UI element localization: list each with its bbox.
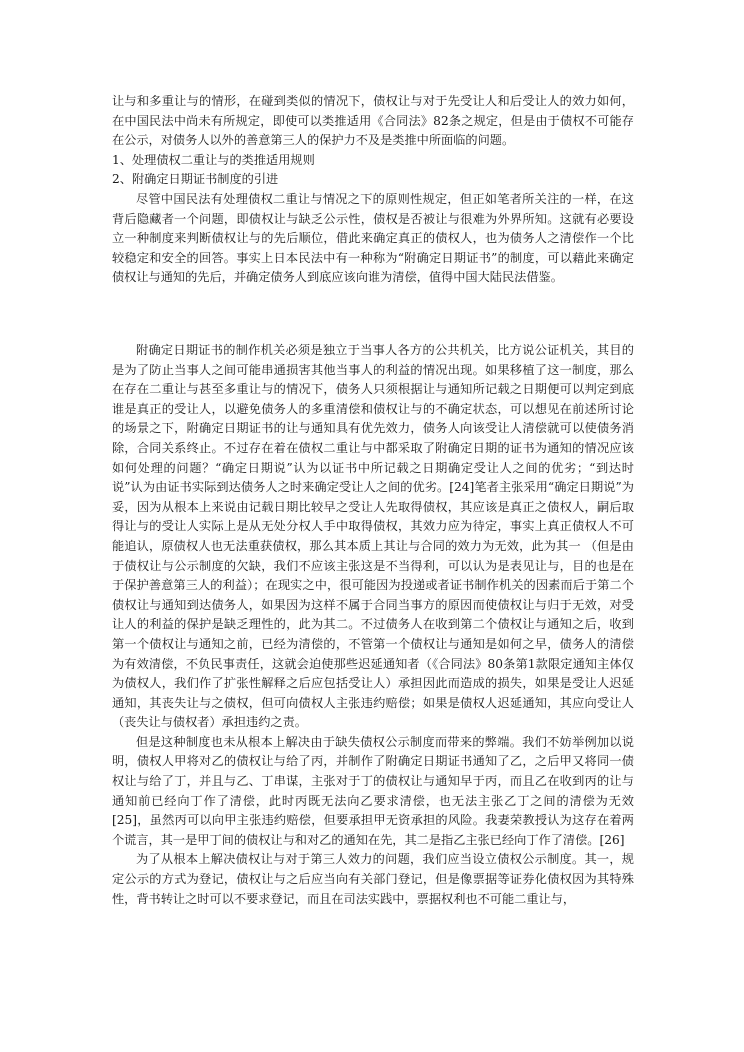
paragraph-example: 但是这种制度也未从根本上解决由于缺失债权公示制度而带来的弊端。我们不妨举例加以说明，债权人甲将对乙的债权让与给了丙，并制作了附确定日期证书通知了乙，之后甲又将同一债权让与给了丁，并且与乙、丁串谋，主张对于丁的债权让与通知早于丙，而且乙在收到丙的让与通知前已经向丁作了清偿，此时丙既无法向乙要求清偿，也无法主张乙丁之间的清偿为无效[25]，虽然丙可以向甲主张违约赔偿，但要承担甲无资承担的风险。我妻荣教授认为这存在着两个谎言，其一是甲丁间的债权让与和对乙的通知在先，其二是指乙主张已经向丁作了清偿。[26]: [112, 734, 634, 847]
text-section-top: [112, 92, 634, 288]
paragraph-intro: 让与和多重让与的情形，在碰到类似的情况下，债权让与对于先受让人和后受让人的效力如何，在中国民法中尚未有所规定，即使可以类推适用《合同法》82条之规定，但是由于债权不可能存在公示，对债务人以外的善意第三人的保护力不及是类推中所面临的问题。: [112, 94, 634, 148]
paragraph-certificate-organ: 附确定日期证书的制作机关必须是独立于当事人各方的公共机关，比方说公证机关，其目的是为了防止当事人之间可能串通损害其他当事人的利益的情况出现。如果移植了这一制度，那么在存在二重让与甚至多重让与的情况下，债务人只须根据让与通知所记载之日期便可以判定到底谁是真正的受让人，以避免债务人的多重清偿和债权让与的不确定状态，可以想见在前述所讨论的场景之下，附确定日期证书的让与通知具有优先效力，债务人向该受让人清偿就可以使债务消除，合同关系终止。不过存在着在债权二重让与中都采取了附确定日期的证书为通知的情况应该如何处理的问题？“确定日期说”认为以证书中所记载之日期确定受让人之间的优劣；“到达时说”认为由证书实际到达债务人之时来确定受让人之间的优劣。[24]笔者主张采用“确定日期说”为妥，因为从根本上来说由记载日期比较早之受让人先取得债权，其应该是真正之债权人，嗣后取得让与的受让人实际上是从无处分权人手中取得债权，其效力应为待定，事实上真正债权人不可能追认，原债权人也无法重获债权，那么其本质上其让与合同的效力为无效，此为其一 （但是由于债权让与公示制度的欠缺，我们不应该主张这是不当得利，可以认为是表见让与，目的也是在于保护善意第三人的利益）；在现实之中，很可能因为投递或者证书制作机关的因素而后于第二个债权让与通知到达债务人，如果因为这样不属于合同当事方的原因而使债权让与归于无效，对受让人的利益的保护是缺乏理性的，此为其二。不过债务人在收到第二个债权让与通知之后，收到第一个债权让与通知之前，已经为清偿的，不管第一个债权让与通知是如何之早，债务人的清偿为有效清偿，不负民事责任，这就会迫使那些迟延通知者（《合同法》80条第1款限定通知主体仅为债权人，我们作了扩张性解释之后应包括受让人）承担因此而造成的损失，如果是受让人迟延通知，其丧失让与之债权，但可向债权人主张违约赔偿；如果是债权人迟延通知，其应向受让人（丧失让与债权者）承担违约之责。: [112, 343, 634, 730]
paragraph-publicity-system: 为了从根本上解决债权让与对于第三人效力的问题，我们应当设立债权公示制度。其一，规定公示的方式为登记，债权让与之后应当向有关部门登记，但是像票据等证券化债权因为其特殊性，背书转让之时可以不要求登记，而且在司法实践中，票据权利也不可能二重让与，: [112, 852, 634, 906]
text-section-bottom: [112, 341, 634, 909]
paragraph-certificate-intro: 尽管中国民法有处理债权二重让与情况之下的原则性规定，但正如笔者所关注的一样，在这背后隐藏者一个问题，即债权让与缺乏公示性，债权是否被让与很难为外界所知。这就有必要设立一种制度来判断债权让与的先后顺位，借此来确定真正的债权人，也为债务人之清偿作一个比较稳定和安全的回答。事实上日本民法中有一种称为“附确定日期证书”的制度，可以藉此来确定债权让与通知的先后，并确定债务人到底应该向谁为清偿，值得中国大陆民法借鉴。: [112, 191, 634, 285]
heading-rule-2: 2、附确定日期证书制度的引进: [112, 172, 279, 187]
heading-rule-1: 1、处理债权二重让与的类推适用规则: [112, 152, 315, 167]
